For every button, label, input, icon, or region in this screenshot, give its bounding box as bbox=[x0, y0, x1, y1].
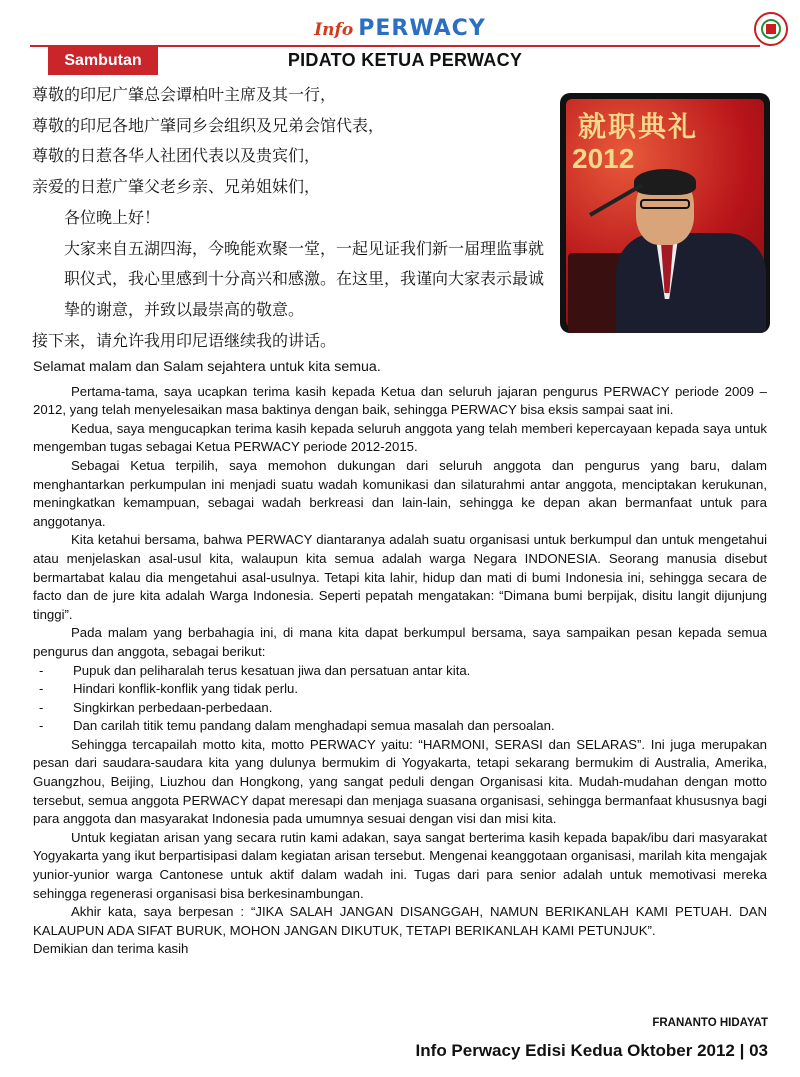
paragraph: Sehingga tercapailah motto kita, motto PERWACY yaitu: “HARMONI, SERASI dan SELARAS”. Ini juga merupakan pesan dari saudara-saudara kita yang dulunya bermukim di Yogyakarta, tetapi sekarang bermukim di Australia, Amerika, Guangzhou, Beijing, Liuzhou dan Hongkong, yang sangat peduli dengan Organisasi kita. Mudah-mudahan dengan motto tersebut, semua anggota PERWACY dapat meresapi dan menjaga suasana organisasi, sehingga bermanfaat khususnya bagi para anggota dan masyarakat Indonesia pada umumnya sesuai dengan visi dan misi kita. bbox=[33, 736, 767, 827]
indonesian-speech bbox=[33, 358, 767, 959]
chinese-line: 尊敬的日惹各华人社团代表以及贵宾们， bbox=[32, 146, 321, 166]
list-item: - Singkirkan perbedaan-perbedaan. bbox=[39, 699, 273, 715]
chinese-line: 尊敬的印尼各地广肇同乡会组织及兄弟会馆代表， bbox=[32, 115, 385, 135]
section-tag: Sambutan bbox=[48, 47, 158, 75]
chinese-line: 亲爱的日惹广肇父老乡亲、兄弟姐妹们， bbox=[32, 177, 321, 197]
paragraph: Pertama-tama, saya ucapkan terima kasih kepada Ketua dan seluruh jajaran pengurus PERWACY periode 2009 – 2012, yang telah menyelesaikan masa baktinya dengan baik, sehingga PERWACY bisa eksis sampai saat ini. bbox=[33, 383, 767, 418]
paragraph: Untuk kegiatan arisan yang secara rutin kami adakan, saya sangat berterima kasih kepada bapak/ibu dari masyarakat Yogyakarta yang ikut berpartisipasi dalam kegiatan arisan tersebut. Mengenai keanggotaan organisasi, marilah kita mengajak yunior-yunior warga Cantonese untuk aktif dalam wadah ini. Tugas dari para senior adalah untuk memotivasi mereka sehingga regenerasi organisasi bisa berkesinambungan. bbox=[33, 829, 767, 901]
paragraph: Kedua, saya mengucapkan terima kasih kepada seluruh anggota yang telah memberi kepercayaan kepada saya untuk mengemban tugas sebagai Ketua PERWACY periode 2012-2015. bbox=[33, 420, 767, 455]
photo-banner-text: 就职典礼 bbox=[578, 110, 699, 143]
masthead-info: Info bbox=[314, 20, 354, 40]
speaker-photo bbox=[560, 93, 770, 333]
paragraph: Pada malam yang berbahagia ini, di mana kita dapat berkumpul bersama, saya sampaikan pesan kepada semua pengurus dan anggota, sebagai berikut: bbox=[33, 625, 767, 659]
masthead bbox=[0, 16, 800, 46]
closing-line: Demikian dan terima kasih bbox=[33, 941, 189, 957]
chinese-line: 尊敬的印尼广肇总会谭柏叶主席及其一行， bbox=[32, 85, 337, 104]
list-item: - Hindari konflik-konflik yang tidak perlu. bbox=[39, 681, 299, 697]
chinese-speech bbox=[32, 80, 552, 356]
list-item: - Dan carilah titik temu pandang dalam menghadapi semua masalah dan persoalan. bbox=[39, 718, 555, 734]
photo-year-text: 2012 bbox=[572, 143, 635, 174]
chinese-line: 接下来，请允许我用印尼语继续我的讲话。 bbox=[32, 330, 337, 350]
list-item: - Pupuk dan peliharalah terus kesatuan jiwa dan persatuan antar kita. bbox=[39, 662, 471, 678]
chinese-paragraph: 大家来自五湖四海，今晚能欢聚一堂，一起见证我们新一届理监事就职仪式，我心里感到十分高兴和感激。在这里，我谨向大家表示最诚挚的谢意，并致以最崇高的敬意。 bbox=[64, 238, 545, 319]
greeting: Selamat malam dan Salam sejahtera untuk kita semua. bbox=[33, 359, 381, 375]
signer-name: FRANANTO HIDAYAT bbox=[652, 1017, 768, 1029]
page-footer: Info Perwacy Edisi Kedua Oktober 2012 | 03 bbox=[415, 1041, 768, 1060]
paragraph: Sebagai Ketua terpilih, saya memohon dukungan dari seluruh anggota dan pengurus yang baru, dalam menghantarkan perkumpulan ini menjadi suatu wadah komunikasi dan silaturahmi antar anggota, menciptakan kerukunan, meningkatkan kemampuan, sebagai wadah berkreasi dan lain-lain, sehingga ke depan akan bermanfaat untuk para anggotanya. bbox=[33, 457, 767, 529]
masthead-name: PERWACY bbox=[358, 16, 486, 41]
page-title: PIDATO KETUA PERWACY bbox=[287, 50, 523, 70]
paragraph: Akhir kata, saya berpesan : “JIKA SALAH JANGAN DISANGGAH, NAMUN BERIKANLAH KAMI PETUAH. DAN KALAUPUN ADA SIFAT BURUK, MOHON JANGAN DIKUTUK, TETAPI BERIKANLAH KAMI PETUNJUK”. bbox=[33, 904, 767, 938]
perwacy-logo-icon bbox=[754, 12, 788, 46]
paragraph: Kita ketahui bersama, bahwa PERWACY diantaranya adalah suatu organisasi untuk berkumpul dan untuk mengetahui atau menjelaskan asal-usul kita, walaupun kita semua adalah warga Negara INDONESIA. Seorang manusia disebut bermartabat kalau dia mengetahui asal-usulnya. Tetapi kita lahir, hidup dan mati di bumi Indonesia ini, sehingga secara de facto dan de jure kita adalah Warga Indonesia. Seperti pepatah mengatakan: “Dimana bumi berpijak, disitu langit dijunjung tinggi”. bbox=[33, 532, 767, 622]
chinese-line: 各位晚上好！ bbox=[64, 207, 161, 227]
